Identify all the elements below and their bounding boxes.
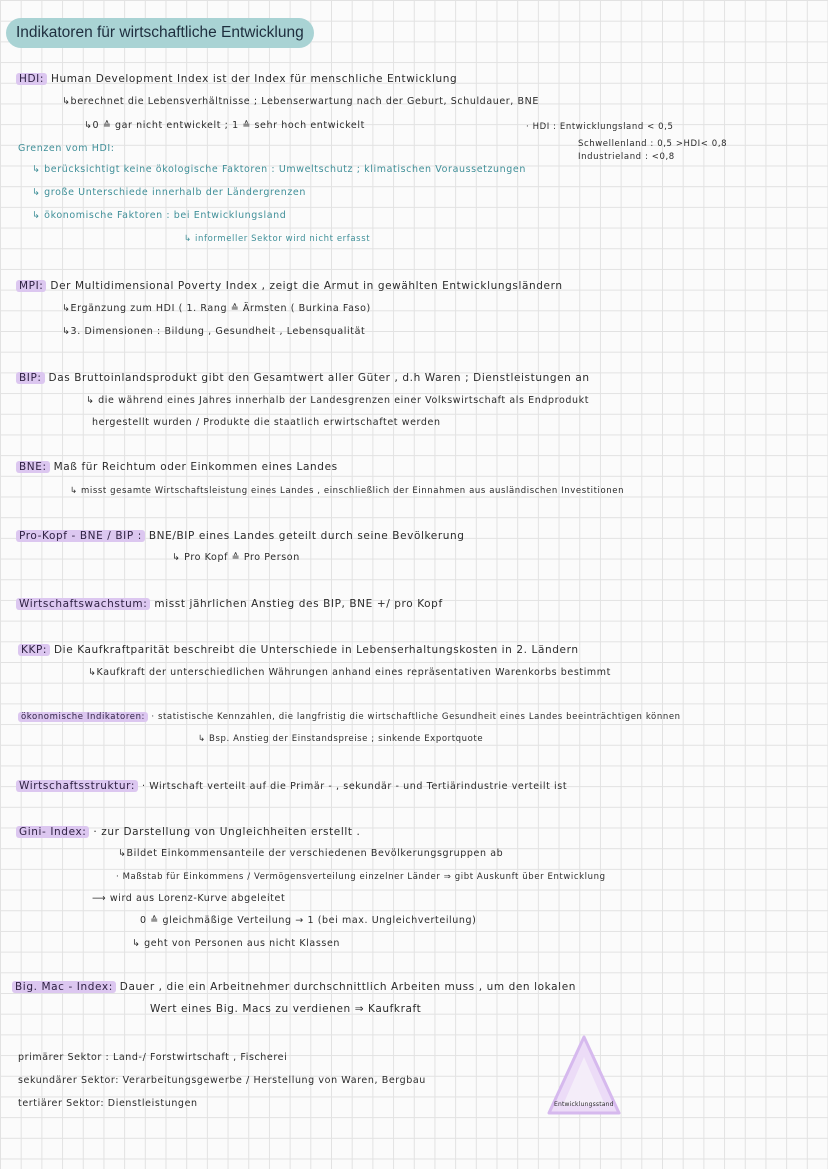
hdi-limit-3: ↳ ökonomische Faktoren : bei Entwicklungsland xyxy=(32,210,287,221)
bne-line-1: ↳ misst gesamte Wirtschaftsleistung eines Landes , einschließlich der Einnahmen aus ausländischen Investitionen xyxy=(70,486,625,496)
hdi-line-1: ↳berechnet die Lebensverhältnisse ; Lebenserwartung nach der Geburt, Schuldauer, BNE xyxy=(62,96,539,107)
bne-definition: Maß für Reichtum oder Einkommen eines Landes xyxy=(53,461,338,473)
struktur-definition: · Wirtschaft verteilt auf die Primär - , sekundär - und Tertiärindustrie verteilt ist xyxy=(141,781,568,792)
bne-block xyxy=(16,461,338,473)
bigmac-term: Big. Mac - Index: xyxy=(12,981,116,993)
mpi-term: MPI: xyxy=(16,280,46,292)
prokopf-block xyxy=(16,530,465,542)
wachstum-block xyxy=(16,598,443,610)
gini-term: Gini- Index: xyxy=(16,826,89,838)
wachstum-term: Wirtschaftswachstum: xyxy=(16,598,150,610)
kkp-term: KKP: xyxy=(18,644,50,656)
bne-term: BNE: xyxy=(16,461,50,473)
hdi-side-1: · HDI : Entwicklungsland < 0,5 xyxy=(526,122,674,132)
oeko-definition: · statistische Kennzahlen, die langfristig die wirtschaftliche Gesundheit eines Landes beeinträchtigen können xyxy=(151,712,681,722)
bigmac-block xyxy=(12,981,576,993)
mpi-line-1: ↳Ergänzung zum HDI ( 1. Rang ≙ Ärmsten ( Burkina Faso) xyxy=(62,303,371,314)
bip-term: BIP: xyxy=(16,372,45,384)
hdi-limit-1: ↳ berücksichtigt keine ökologische Faktoren : Umweltschutz ; klimatischen Voraussetzungen xyxy=(32,164,526,175)
hdi-side-3: Industrieland : <0,8 xyxy=(578,152,675,162)
triangle-label: Entwicklungsstand xyxy=(554,1101,614,1108)
wachstum-definition: misst jährlichen Anstieg des BIP, BNE +/ pro Kopf xyxy=(154,598,443,610)
prokopf-term: Pro-Kopf - BNE / BIP : xyxy=(16,530,145,542)
struktur-block xyxy=(16,780,567,792)
gini-definition: · zur Darstellung von Ungleichheiten erstellt . xyxy=(93,826,361,838)
oeko-block xyxy=(18,712,681,722)
struktur-term: Wirtschaftsstruktur: xyxy=(16,780,138,792)
gini-line-1: ↳Bildet Einkommensanteile der verschiedenen Bevölkerungsgruppen ab xyxy=(118,848,504,859)
gini-line-5: ↳ geht von Personen aus nicht Klassen xyxy=(132,938,341,949)
bip-line-2: hergestellt wurden / Produkte die staatlich erwirtschaftet werden xyxy=(92,417,441,428)
mpi-definition: Der Multidimensional Poverty Index , zeigt die Armut in gewählten Entwicklungsländern xyxy=(50,280,563,292)
bigmac-definition: Dauer , die ein Arbeitnehmer durchschnittlich Arbeiten muss , um den lokalen xyxy=(119,981,577,993)
gini-line-3: ⟶ wird aus Lorenz-Kurve abgeleitet xyxy=(92,893,286,904)
hdi-limits-heading: Grenzen vom HDI: xyxy=(18,143,115,154)
bip-block xyxy=(16,372,590,384)
oeko-term: ökonomische Indikatoren: xyxy=(18,712,148,722)
bip-line-1: ↳ die während eines Jahres innerhalb der Landesgrenzen einer Volkswirtschaft als Endprodukt xyxy=(86,395,590,406)
bip-definition: Das Bruttoinlandsprodukt gibt den Gesamtwert aller Güter , d.h Waren ; Dienstleistungen an xyxy=(48,372,590,384)
hdi-block xyxy=(16,73,457,85)
gini-block xyxy=(16,826,361,838)
kkp-definition: Die Kaufkraftparität beschreibt die Unterschiede in Lebenserhaltungskosten in 2. Ländern xyxy=(54,644,579,656)
bigmac-line-1: Wert eines Big. Macs zu verdienen ⇒ Kaufkraft xyxy=(150,1003,422,1015)
hdi-line-2: ↳0 ≙ gar nicht entwickelt ; 1 ≙ sehr hoch entwickelt xyxy=(84,120,365,131)
oeko-line-1: ↳ Bsp. Anstieg der Einstandspreise ; sinkende Exportquote xyxy=(198,734,484,744)
kkp-line-1: ↳Kaufkraft der unterschiedlichen Währungen anhand eines repräsentativen Warenkorbs bestimmt xyxy=(88,667,611,678)
page-title: Indikatoren für wirtschaftliche Entwicklung xyxy=(6,18,314,48)
hdi-limit-4: ↳ informeller Sektor wird nicht erfasst xyxy=(184,234,371,244)
mpi-line-2: ↳3. Dimensionen : Bildung , Gesundheit , Lebensqualität xyxy=(62,326,366,337)
sektor-tertiaer: tertiärer Sektor: Dienstleistungen xyxy=(18,1098,198,1109)
mpi-block xyxy=(16,280,563,292)
hdi-side-2: Schwellenland : 0,5 >HDI< 0,8 xyxy=(578,139,728,149)
gini-line-2: · Maßstab für Einkommens / Vermögensverteilung einzelner Länder ⇒ gibt Auskunft über Entwicklung xyxy=(116,872,606,882)
hdi-term: HDI: xyxy=(16,73,47,85)
kkp-block xyxy=(18,644,579,656)
sektor-primaer: primärer Sektor : Land-/ Forstwirtschaft , Fischerei xyxy=(18,1052,288,1063)
prokopf-line-1: ↳ Pro Kopf ≙ Pro Person xyxy=(172,552,300,563)
prokopf-definition: BNE/BIP eines Landes geteilt durch seine Bevölkerung xyxy=(148,530,465,542)
hdi-definition: Human Development Index ist der Index für menschliche Entwicklung xyxy=(50,73,458,85)
gini-line-4: 0 ≙ gleichmäßige Verteilung → 1 (bei max. Ungleichverteilung) xyxy=(140,915,477,926)
sektor-sekundaer: sekundärer Sektor: Verarbeitungsgewerbe / Herstellung von Waren, Bergbau xyxy=(18,1075,426,1086)
hdi-limit-2: ↳ große Unterschiede innerhalb der Ländergrenzen xyxy=(32,187,306,198)
